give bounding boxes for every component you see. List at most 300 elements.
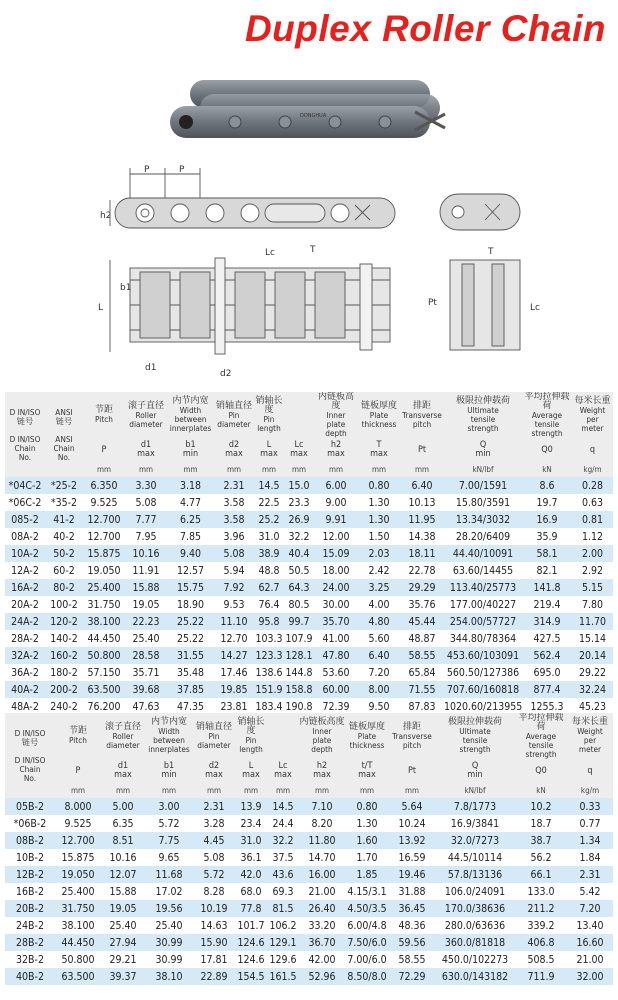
column-header-name: [167, 392, 214, 438]
table-cell: 4.77: [167, 494, 214, 511]
table-cell: 11.10: [214, 613, 254, 630]
column-header-symbol: Lc max: [267, 759, 299, 783]
table-cell: 183.4: [254, 698, 284, 715]
column-header-unit: mm: [314, 462, 358, 477]
table-row: [5, 951, 613, 968]
table-cell: 154.5: [235, 968, 267, 985]
table-cell: 4.00: [358, 596, 400, 613]
table-cell: 48.8: [254, 562, 284, 579]
table-cell: 23.3: [284, 494, 314, 511]
table-cell: 38.100: [83, 613, 125, 630]
table-cell: 15.88: [101, 883, 145, 900]
column-header-unit: mm: [358, 462, 400, 477]
column-header-unit: mm: [299, 783, 345, 798]
table-cell: 64.3: [284, 579, 314, 596]
table-cell: 161.5: [267, 968, 299, 985]
table-cell: 29.21: [101, 951, 145, 968]
table-cell: 2.31: [193, 798, 235, 815]
table-cell: 41-2: [45, 511, 83, 528]
table-cell: 57.8/13136: [435, 866, 515, 883]
column-header-name: [55, 713, 101, 759]
table-cell: 12.70: [214, 630, 254, 647]
table-cell: 63.60/14455: [444, 562, 522, 579]
header-row-units: [5, 462, 613, 477]
table-cell: 27.94: [101, 934, 145, 951]
table-row: [5, 545, 613, 562]
column-header-name: [345, 713, 389, 759]
column-header-cn: 极限拉伸载荷: [447, 717, 502, 727]
table-cell: 427.5: [522, 630, 572, 647]
table-row: [5, 613, 613, 630]
table-cell: 8.51: [101, 832, 145, 849]
table-cell: 6.40: [358, 647, 400, 664]
table-cell: 19.85: [214, 681, 254, 698]
table-cell: 19.050: [83, 562, 125, 579]
table-row: [5, 579, 613, 596]
table-cell: 17.81: [193, 951, 235, 968]
L-label: L: [98, 303, 104, 313]
chain-photo: [160, 72, 460, 152]
column-header-cn: 链板厚度: [348, 721, 385, 732]
table-cell: *06C-2: [5, 494, 45, 511]
column-header-chain-no-en: D IN/ISO Chain No.: [9, 433, 41, 462]
table-cell: 48.36: [389, 917, 435, 934]
table-cell: 8.000: [55, 798, 101, 815]
column-header-unit: mm: [267, 783, 299, 798]
column-header-en: Pin diameter: [217, 409, 251, 429]
table-cell: 877.4: [522, 681, 572, 698]
column-header-symbol: d2 max: [214, 438, 254, 462]
column-header-symbol: Q0: [515, 759, 567, 783]
column-header-name: [358, 392, 400, 438]
table-cell: 14.38: [400, 528, 444, 545]
table-cell: 344.80/78364: [444, 630, 522, 647]
table-cell: 12.700: [83, 528, 125, 545]
table-cell: 81.5: [267, 900, 299, 917]
table-cell: 10A-2: [5, 545, 45, 562]
table-cell: 3.30: [125, 477, 167, 494]
table-cell: 9.50: [358, 698, 400, 715]
column-header-cn: 极限拉伸载荷: [455, 396, 510, 406]
table-cell: 2.42: [358, 562, 400, 579]
column-header-symbol: Pt: [389, 759, 435, 783]
table-row: [5, 630, 613, 647]
table-cell: 40.4: [284, 545, 314, 562]
table-cell: 11.91: [125, 562, 167, 579]
column-header-name: [254, 392, 284, 438]
table-cell: 28A-2: [5, 630, 45, 647]
table-cell: 0.28: [572, 477, 613, 494]
table-cell: 1.34: [567, 832, 613, 849]
table-cell: 30.99: [145, 951, 193, 968]
table-cell: 24B-2: [5, 917, 55, 934]
table-cell: 16.60: [567, 934, 613, 951]
table-cell: 60-2: [45, 562, 83, 579]
column-header-unit: mm: [235, 783, 267, 798]
table-cell: 08A-2: [5, 528, 45, 545]
table-cell: 23.4: [235, 815, 267, 832]
table-cell: 87.83: [400, 698, 444, 715]
table-cell: 4.50/3.5: [345, 900, 389, 917]
column-header-unit: kN: [515, 783, 567, 798]
table-cell: 15.14: [572, 630, 613, 647]
column-header-cn: 平均拉伸载荷: [524, 392, 570, 411]
table-cell: 32.00: [567, 968, 613, 985]
table-cell: 31.0: [254, 528, 284, 545]
table-cell: 47.80: [314, 647, 358, 664]
table-cell: 23.81: [214, 698, 254, 715]
column-header-cn: 内链板高度: [317, 392, 354, 411]
table-cell: 085-2: [5, 511, 45, 528]
table-cell: 16A-2: [5, 579, 45, 596]
end-top-view: [428, 247, 540, 350]
table-cell: 48A-2: [5, 698, 45, 715]
column-header-chain-no: ANSI 链号 ANSI Chain No.: [45, 392, 83, 477]
table-cell: 15.0: [284, 477, 314, 494]
table-row: [5, 832, 613, 849]
table-cell: 17.02: [145, 883, 193, 900]
column-header-symbol: d2 max: [193, 759, 235, 783]
table-cell: 76.4: [254, 596, 284, 613]
table-cell: 35.71: [125, 664, 167, 681]
table-row: [5, 849, 613, 866]
table-cell: 707.60/160818: [444, 681, 522, 698]
table-cell: 13.9: [235, 798, 267, 815]
column-header-symbol: Lc max: [284, 438, 314, 462]
table-cell: 12.700: [55, 832, 101, 849]
column-header-symbol: Q0: [522, 438, 572, 462]
table-cell: 11.70: [572, 613, 613, 630]
table-cell: 0.80: [358, 477, 400, 494]
table-cell: 10.16: [125, 545, 167, 562]
table-cell: 7.10: [299, 798, 345, 815]
table-cell: 65.84: [400, 664, 444, 681]
table-cell: 5.08: [214, 545, 254, 562]
table-cell: 6.00/4.8: [345, 917, 389, 934]
table-row: [5, 664, 613, 681]
column-header-unit: mm: [83, 462, 125, 477]
column-header-unit: kg/m: [567, 783, 613, 798]
table-cell: 43.6: [267, 866, 299, 883]
table-cell: 25.2: [254, 511, 284, 528]
table-cell: 72.29: [389, 968, 435, 985]
table-cell: 45.44: [400, 613, 444, 630]
table-cell: 16B-2: [5, 883, 55, 900]
table-cell: 44.40/10091: [444, 545, 522, 562]
table-cell: 141.8: [522, 579, 572, 596]
table-cell: 38.7: [515, 832, 567, 849]
table-row: [5, 815, 613, 832]
column-header-symbol: T max: [358, 438, 400, 462]
table-cell: 106.2: [267, 917, 299, 934]
table-cell: 180-2: [45, 664, 83, 681]
side-view: [100, 165, 395, 228]
table-cell: 76.200: [83, 698, 125, 715]
column-header-unit: mm: [55, 783, 101, 798]
table-cell: 3.58: [214, 511, 254, 528]
column-header-name: [400, 392, 444, 438]
column-header-cn: 链板厚度: [360, 400, 397, 411]
table-cell: 128.1: [284, 647, 314, 664]
table-cell: 30.99: [145, 934, 193, 951]
table-cell: 36.1: [235, 849, 267, 866]
table-cell: 53.60: [314, 664, 358, 681]
table-cell: 9.40: [167, 545, 214, 562]
table-cell: 66.1: [515, 866, 567, 883]
table-cell: 25.40: [145, 917, 193, 934]
table-cell: 40B-2: [5, 968, 55, 985]
table-cell: 99.7: [284, 613, 314, 630]
table-cell: 124.6: [235, 951, 267, 968]
table-cell: 22.23: [125, 613, 167, 630]
table-cell: 7.80: [572, 596, 613, 613]
top-view: [98, 245, 390, 379]
table-cell: 32.24: [572, 681, 613, 698]
table-cell: 15.80/3591: [444, 494, 522, 511]
table-cell: 36A-2: [5, 664, 45, 681]
column-header-cn: 排距: [402, 721, 421, 732]
table-cell: 3.96: [214, 528, 254, 545]
table-cell: 6.40: [400, 477, 444, 494]
table-cell: 12A-2: [5, 562, 45, 579]
column-header-cn: 每米长重: [571, 717, 608, 727]
table-cell: 71.55: [400, 681, 444, 698]
table-row: [5, 511, 613, 528]
column-header-cn: 销轴长度: [255, 396, 283, 415]
table-cell: 35.48: [167, 664, 214, 681]
table-cell: 4.80: [358, 613, 400, 630]
table-cell: 14.27: [214, 647, 254, 664]
column-header-symbol: t/T max: [345, 759, 389, 783]
table-cell: 12.00: [314, 528, 358, 545]
table-cell: 240-2: [45, 698, 83, 715]
table-cell: 9.91: [314, 511, 358, 528]
table-cell: 11.95: [400, 511, 444, 528]
d1-label: d1: [145, 363, 157, 373]
table-cell: 50.800: [55, 951, 101, 968]
table-row: [5, 477, 613, 494]
table-cell: 7.20: [567, 900, 613, 917]
column-header-chain-no: D IN/ISO 链号 D IN/ISO Chain No.: [5, 392, 45, 477]
table-cell: 19.050: [55, 866, 101, 883]
column-header-symbol: q: [572, 438, 613, 462]
table-cell: 24A-2: [5, 613, 45, 630]
table-cell: 36.45: [389, 900, 435, 917]
table-cell: 25.22: [167, 630, 214, 647]
table-cell: 508.5: [515, 951, 567, 968]
table-cell: 35.9: [522, 528, 572, 545]
table-cell: 58.1: [522, 545, 572, 562]
column-header-en: Average tensile strength: [525, 730, 557, 759]
table-cell: 05B-2: [5, 798, 55, 815]
table-cell: 44.450: [83, 630, 125, 647]
table-cell: 15.88: [125, 579, 167, 596]
table-cell: 160-2: [45, 647, 83, 664]
table-cell: 35.70: [314, 613, 358, 630]
table-cell: 2.03: [358, 545, 400, 562]
table-b-body: [5, 798, 613, 985]
table-cell: 11.68: [145, 866, 193, 883]
column-header-en: Ultimate tensile strength: [467, 405, 499, 433]
table-row: [5, 798, 613, 815]
table-cell: 31.750: [55, 900, 101, 917]
table-cell: 151.9: [254, 681, 284, 698]
table-cell: 25.400: [55, 883, 101, 900]
d2-label: d2: [220, 369, 232, 379]
table-cell: 5.08: [193, 849, 235, 866]
table-cell: 5.15: [572, 579, 613, 596]
table-cell: 63.500: [83, 681, 125, 698]
table-cell: 6.350: [83, 477, 125, 494]
table-cell: 24.4: [267, 815, 299, 832]
table-cell: 44.5/10114: [435, 849, 515, 866]
column-header-unit: mm: [400, 462, 444, 477]
pitch-label: P: [144, 165, 150, 175]
table-cell: 5.72: [145, 815, 193, 832]
column-header-en: Pitch: [69, 735, 87, 745]
table-row: [5, 528, 613, 545]
table-cell: 1.70: [345, 849, 389, 866]
table-cell: 9.53: [214, 596, 254, 613]
table-cell: 200-2: [45, 681, 83, 698]
column-header-unit: mm: [345, 783, 389, 798]
table-cell: 13.34/3032: [444, 511, 522, 528]
column-header-en: Pin diameter: [197, 730, 231, 750]
table-cell: 19.7: [522, 494, 572, 511]
table-cell: 453.60/103091: [444, 647, 522, 664]
table-cell: 450.0/102273: [435, 951, 515, 968]
column-header-cn: 滚子直径: [104, 721, 141, 732]
table-cell: 129.1: [267, 934, 299, 951]
table-cell: 2.00: [572, 545, 613, 562]
table-cell: 9.525: [83, 494, 125, 511]
table-cell: 22.89: [193, 968, 235, 985]
table-cell: 18.11: [400, 545, 444, 562]
table-cell: 20B-2: [5, 900, 55, 917]
page-title: Duplex Roller Chain: [244, 8, 606, 49]
table-cell: 20A-2: [5, 596, 45, 613]
table-cell: 1.84: [567, 849, 613, 866]
table-cell: *25-2: [45, 477, 83, 494]
table-cell: 5.42: [567, 883, 613, 900]
table-cell: 8.6: [522, 477, 572, 494]
table-cell: 15.875: [83, 545, 125, 562]
table-cell: 1255.3: [522, 698, 572, 715]
table-cell: 0.77: [567, 815, 613, 832]
column-header-name: [389, 713, 435, 759]
column-header-name: [125, 392, 167, 438]
table-cell: 15.90: [193, 934, 235, 951]
table-cell: 52.96: [299, 968, 345, 985]
table-cell: 32.2: [284, 528, 314, 545]
column-header-en: Pin length: [257, 414, 281, 433]
table-cell: 103.3: [254, 630, 284, 647]
column-header-en: Inner plate depth: [311, 726, 333, 754]
table-cell: 40A-2: [5, 681, 45, 698]
table-cell: 0.33: [567, 798, 613, 815]
column-header-cn: 销轴直径: [195, 721, 232, 732]
table-cell: 57.150: [83, 664, 125, 681]
column-header-name: [83, 392, 125, 438]
table-cell: 2.31: [214, 477, 254, 494]
table-cell: 113.40/25773: [444, 579, 522, 596]
column-header-unit: mm: [145, 783, 193, 798]
table-cell: 8.00: [358, 681, 400, 698]
table-cell: 42.00: [299, 951, 345, 968]
table-cell: 35.76: [400, 596, 444, 613]
column-header-cn: 排距: [412, 400, 431, 411]
table-cell: 31.0: [235, 832, 267, 849]
table-cell: 24.00: [314, 579, 358, 596]
table-cell: 123.3: [254, 647, 284, 664]
table-cell: 16.9: [522, 511, 572, 528]
table-cell: 1.50: [358, 528, 400, 545]
column-header-en: Roller diameter: [106, 730, 140, 750]
table-cell: 21.00: [299, 883, 345, 900]
table-cell: 95.8: [254, 613, 284, 630]
column-header-name: [214, 392, 254, 438]
table-cell: 80.5: [284, 596, 314, 613]
table-cell: 82.1: [522, 562, 572, 579]
table-cell: 360.0/81818: [435, 934, 515, 951]
T-label: T: [310, 245, 316, 255]
table-cell: 25.22: [167, 613, 214, 630]
column-header-unit: mm: [167, 462, 214, 477]
table-cell: 4.15/3.1: [345, 883, 389, 900]
table-cell: 25.40: [125, 630, 167, 647]
table-cell: 4.45: [193, 832, 235, 849]
column-header-unit: kg/m: [572, 462, 613, 477]
spec-table-a: [5, 392, 613, 715]
column-header-name: [193, 713, 235, 759]
table-row: [5, 647, 613, 664]
table-cell: *04C-2: [5, 477, 45, 494]
table-cell: 28B-2: [5, 934, 55, 951]
table-cell: 254.00/57727: [444, 613, 522, 630]
table-cell: 158.8: [284, 681, 314, 698]
column-header-symbol: d1 max: [101, 759, 145, 783]
column-header-symbol: Q min: [435, 759, 515, 783]
column-header-unit: mm: [214, 462, 254, 477]
table-row: [5, 681, 613, 698]
column-header-unit: kN/lbf: [444, 462, 522, 477]
table-row: [5, 900, 613, 917]
column-header-cn: 内链板高度: [299, 717, 345, 727]
column-header-cn: 平均拉伸载荷: [518, 713, 564, 732]
table-cell: 5.08: [125, 494, 167, 511]
table-cell: 3.58: [214, 494, 254, 511]
column-header-unit: kN/lbf: [435, 783, 515, 798]
column-header-symbol: L max: [235, 759, 267, 783]
table-cell: 7.50/6.0: [345, 934, 389, 951]
column-header-symbol: b1 min: [145, 759, 193, 783]
table-cell: 25.400: [83, 579, 125, 596]
table-cell: 1.60: [345, 832, 389, 849]
column-header-en: Transverse pitch: [402, 409, 442, 429]
table-a-body: [5, 477, 613, 715]
column-header-en: Plate thickness: [361, 409, 397, 429]
chain-front-row: [170, 106, 445, 138]
table-cell: 406.8: [515, 934, 567, 951]
table-cell: 12B-2: [5, 866, 55, 883]
table-cell: *35-2: [45, 494, 83, 511]
table-cell: 10.13: [400, 494, 444, 511]
table-cell: 7.00/1591: [444, 477, 522, 494]
column-header-cn: 销轴直径: [215, 400, 252, 411]
table-cell: 32.2: [267, 832, 299, 849]
table-row: [5, 596, 613, 613]
column-header-en: Width between innerplates: [148, 726, 190, 754]
